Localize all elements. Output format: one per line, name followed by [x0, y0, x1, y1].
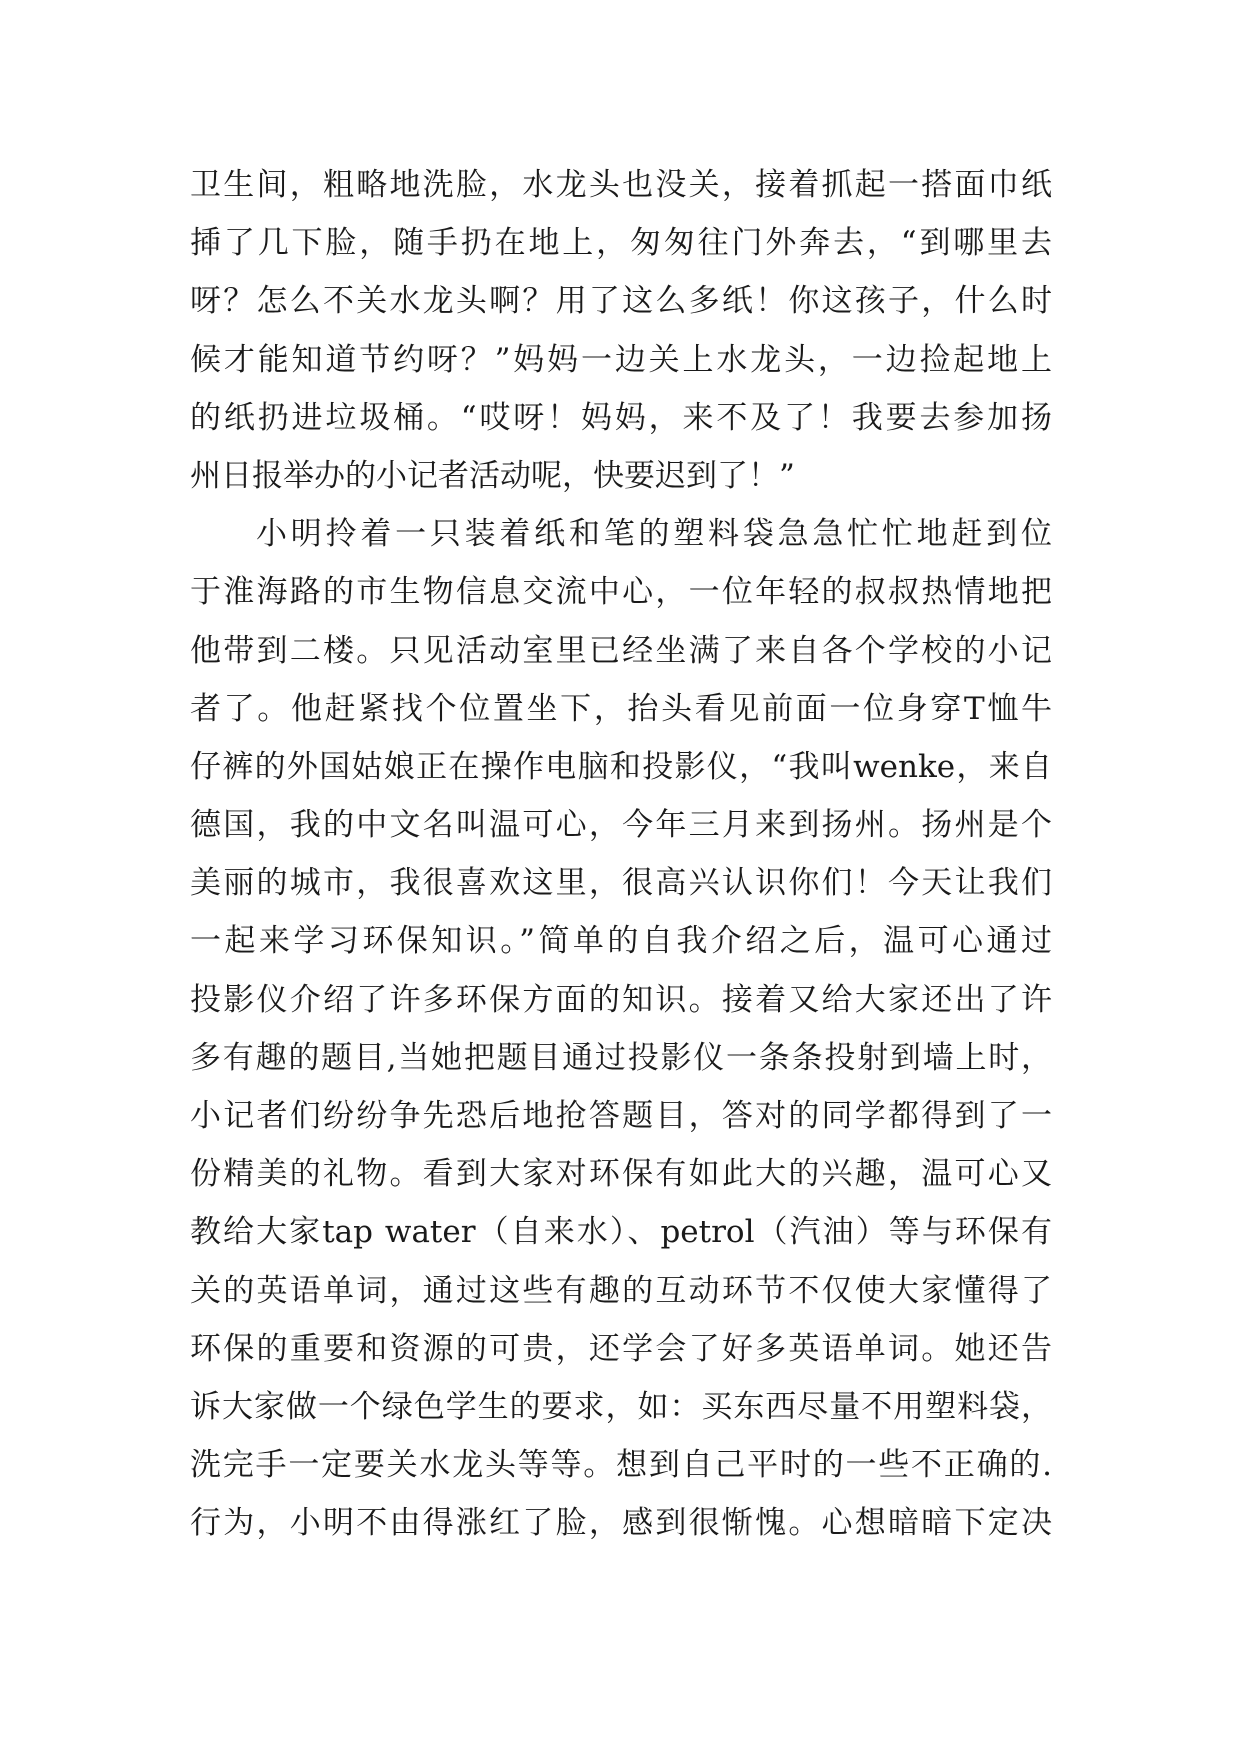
text-line: 于淮海路的市生物信息交流中心，一位年轻的叔叔热情地把: [190, 574, 1052, 611]
text-line: 多有趣的题目,当她把题目通过投影仪一条条投射到墙上时，: [190, 1039, 1052, 1076]
text-line: 关的英语单词，通过这些有趣的互动环节不仅使大家懂得了: [190, 1272, 1052, 1309]
paragraph-first-line: 小明拎着一只装着纸和笔的塑料袋急急忙忙地赶到位: [256, 516, 1052, 553]
text-line: 行为，小明不由得涨红了脸，感到很惭愧。心想暗暗下定决: [190, 1505, 1052, 1542]
text-line: 的纸扔进垃圾桶。“哎呀！妈妈，来不及了！我要去参加扬: [190, 399, 1052, 436]
text-line: 揷了几下脸，随手扔在地上，匆匆往门外奔去，“到哪里去: [190, 225, 1052, 262]
text-line: 洗完手一定要关水龙头等等。想到自己平时的一些不正确的.: [190, 1447, 1052, 1484]
text-line: 美丽的城市，我很喜欢这里，很高兴认识你们！今天让我们: [190, 865, 1052, 902]
text-line: 者了。他赶紧找个位置坐下，抬头看见前面一位身穿T恤牛: [190, 690, 1052, 727]
text-line: 诉大家做一个绿色学生的要求，如：买东西尽量不用塑料袋，: [190, 1388, 1052, 1425]
text-line: 一起来学习环保知识。”简单的自我介绍之后，温可心通过: [190, 923, 1052, 960]
text-line: 份精美的礼物。看到大家对环保有如此大的兴趣，温可心又: [190, 1156, 1052, 1193]
text-line: 小记者们纷纷争先恐后地抢答题目，答对的同学都得到了一: [190, 1098, 1052, 1134]
text-line: 州日报举办的小记者活动呢，快要迟到了！”: [190, 457, 795, 494]
text-line: 呀？怎么不关水龙头啊？用了这么多纸！你这孩子，什么时: [190, 283, 1052, 320]
text-line: 德国，我的中文名叫温可心，今年三月来到扬州。扬州是个: [190, 807, 1052, 844]
text-line: 他带到二楼。只见活动室里已经坐满了来自各个学校的小记: [190, 632, 1052, 669]
text-line: 候才能知道节约呀？”妈妈一边关上水龙头，一边捡起地上: [190, 341, 1052, 378]
text-line: 投影仪介绍了许多环保方面的知识。接着又给大家还出了许: [190, 981, 1052, 1018]
text-line: 卫生间，粗略地洗脸，水龙头也没关，接着抓起一搭面巾纸: [190, 167, 1052, 203]
text-line: 仔裤的外国姑娘正在操作电脑和投影仪，“我叫wenke，来自: [190, 748, 1052, 785]
text-line: 环保的重要和资源的可贵，还学会了好多英语单词。她还告: [190, 1330, 1052, 1367]
body-text: [190, 156, 1052, 1553]
text-line: 教给大家tap water（自来水）、petrol（汽油）等与环保有: [190, 1214, 1052, 1251]
